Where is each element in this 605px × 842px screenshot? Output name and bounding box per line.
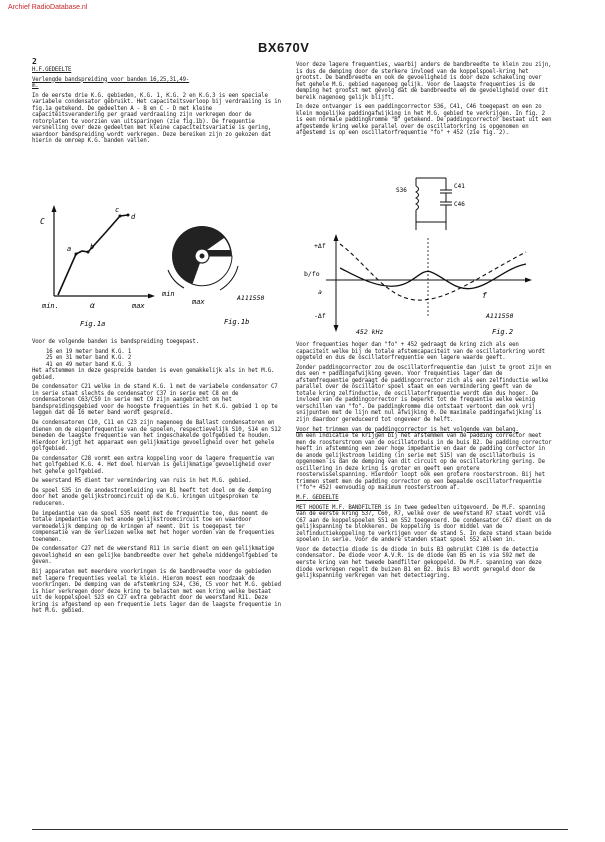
fig1b-label-max: max bbox=[192, 298, 205, 306]
fig2-circuit bbox=[416, 178, 452, 230]
paragraph: Voor frequenties hoger dan "fo" + 452 gedraagt de kring zich als een capaciteit welke bij de totale afstemcapaciteit van de oscillatorkring wordt opgeteld en dus de oscillatorfrequentie een lagere waarde geeft. bbox=[296, 342, 545, 362]
paragraph: De condensator C21 welke in de stand K.G. 1 met de variabele condensator C7 in serie staat slechts de condensator C37 in serie met C8 en de condensatoren C63/C59 in serie met C9 zijn aangebracht om het bandspreidingsgebied voor de hoogste frequenties in het K.G. gebied 1 op te leggen dat de 16 meter band wordt gespreid. bbox=[32, 384, 278, 417]
watermark: Archief RadioDatabase.nl bbox=[8, 4, 88, 11]
paragraph: De impedantie van de spoel S35 neemt met de frequentie toe, dus neemt de totale impedantie van het anode gelijkstroomcircuit toe en waardoor vermoedelijk demping op de kringen af neemt. Dit is toegepast ter compensatie van de verliezen welke met het hoger worden van de frequenties toenemen. bbox=[32, 510, 275, 543]
section-heading: H.F.GEDEELTE bbox=[32, 67, 72, 73]
fig1a-label-c2: c bbox=[115, 206, 120, 214]
paragraph: De weerstand R5 dient ter vermindering van ruis in het M.G. gebied. bbox=[32, 478, 252, 485]
paragraph-body: is in twee gedeelten uitgevoerd. De M.F. spanning van de eerste kring S37, C60, R7, welke over de weerstand R7 staat wordt via C67 aan de koppelspoelen S51 en S52 toegevoerd. De condensator C67 dient om de gelijkspanning te blokkeren. De koppeling is door middel van de zelfinductiekoppeling te verkrijgen voor de stand 5. In deze stand staan beide spoelen in serie. Voor de andere standen staat spoel S52 alleen in. bbox=[296, 504, 552, 544]
fig1a-label-max: max bbox=[132, 302, 145, 310]
paragraph: Om een indicatie te krijgen bij het afstemmen van de padding corrector meet men de roosterstroom van de oscillatorbuis in de buis B2. De padding corrector heeft in afstemming een zeer hoge impedantie en daar de padding corrector in de anode gelijkstroom leiding (in serie met S15) van de oscillatorbuis is opgenomen is dan de demping van dit circuit op de oscillatorkring gering. De oscillering in deze kring is groter en geeft een grotere roosterwisselspanning. Hierdoor loopt ook een grotere roosterstroom. Bij het trimmen stemt men de padding corrector op een bepaalde oscillatorfrequentie ("fo"+ 452) eenvoudig op maximum roosterstroom af. bbox=[296, 433, 552, 492]
paragraph: De spoel S35 in de anodestroomleiding van B1 heeft tot doel om de demping door het anode gelijkstroomcircuit op de K.G. kringen uitgesproken te reduceren. bbox=[32, 487, 272, 508]
fig1a-label-a: a bbox=[67, 245, 72, 253]
paragraph: De condensator C27 met de weerstand R11 in serie dient om een gelijkmatige gevoeligheid en een gelijke bandbreedte over het gehele middengolfgebied te geven. bbox=[32, 546, 278, 566]
left-column-top bbox=[32, 67, 282, 148]
fig2-label-delta-top: +Δf bbox=[314, 242, 326, 250]
paragraph: In de eerste drie K.G. gebieden, K.G. 1, K.G. 2 en K.G.3 is een speciale variabele condensator gebruikt. Het capaciteitsverloop bij verdraaiing is in fig.1a getekend. De gedeelten A - B en C - D met kleine capaciteitsverandering per graad verdraaiing zijn verkregen door de rotorplaten te voorzien van uitsparingen (zie fig.1b). De frequentie versnelling over deze gedeelten met kleine capaciteitsvariatie is gering, waardoor bandspreiding wordt verkregen. Deze bereiken zijn zo gekozen dat hierin de omroep K.G. banden vallen. bbox=[32, 92, 281, 145]
fig1a-label-c: C bbox=[40, 217, 45, 226]
model-title: BX670V bbox=[258, 40, 310, 55]
right-column-bottom bbox=[296, 342, 554, 583]
fig2-label-s36: S36 bbox=[396, 187, 407, 194]
paragraph: Voor de volgende banden is bandspreiding toegepast. bbox=[32, 339, 199, 345]
fig2-label-c41: C41 bbox=[454, 183, 465, 190]
figure-2 bbox=[296, 168, 554, 338]
page-number: 2 bbox=[32, 57, 37, 66]
paragraph: In deze ontvanger is een paddingcorrector S36, C41, C46 toegepast om een zo klein mogelijke paddingafwijking in het M.G. gebied te verkrijgen. In fig. 2 is een normale paddingkromme "B" getekend. De paddingcorrector bestaat uit een afgestemde kring welke parallel over de oscillatorkring is opgenomen en afgestemd is op een oscillatorfrequentie "fo" + 452 (zie fig. 2). bbox=[296, 104, 552, 137]
left-column-bottom bbox=[32, 339, 282, 618]
band-list bbox=[32, 349, 282, 369]
fig2-label-c46: C46 bbox=[454, 201, 465, 208]
fig1a-curve bbox=[58, 215, 128, 295]
fig1b-label-min: min bbox=[162, 290, 175, 298]
paragraph: Het afstemmen in deze gespreide banden is even gemakkelijk als in het M.G. gebied. bbox=[32, 368, 275, 381]
subheading-cont: m. bbox=[32, 83, 39, 90]
fig1b-code: A111550 bbox=[237, 294, 265, 302]
fig1a-label-d: d bbox=[131, 213, 136, 221]
fig2-caption: Fig.2 bbox=[492, 328, 514, 336]
fig1a-label-b: b bbox=[90, 243, 95, 251]
fig1a-y-arrow bbox=[52, 205, 57, 212]
list-item: 41 en 49 meter band K.G. 3 bbox=[46, 361, 132, 368]
fig2-label-f: f bbox=[482, 291, 487, 300]
bottom-rule bbox=[32, 829, 568, 830]
list-item: 16 en 19 meter band K.G. 1 bbox=[46, 348, 132, 355]
subheading: Verlengde bandspreiding voor banden 16,25,31,49- bbox=[32, 76, 190, 83]
paragraph-lead: MET HOOGTE M.F. BANDFILTER bbox=[296, 504, 382, 511]
right-column-top bbox=[296, 62, 554, 140]
fig1b-caption: Fig.1b bbox=[224, 318, 250, 326]
figure-1 bbox=[32, 196, 282, 331]
paragraph: Bij apparaten met meerdere voorkringen is de bandbreedte voor de gebieden met lagere frequenties veelal te klein. Hierom moest een noodzaak de voorkringen. De demping van de afstemkring S24, C36, C5 voor het M.G. gebied is hier verkregen door deze kring te belasten met een kring welke bestaat uit de koppelspoel S23 en C27 extra gebracht door de weerstand R11. Deze kring is afgestemd op een frequentie iets lager dan de laagste frequentie in het M.G. gebied. bbox=[32, 568, 281, 615]
section-heading: M.F. GEDEELTE bbox=[296, 495, 339, 502]
paragraph: Zonder paddingcorrector zou de oscillatorfrequentie dan juist te groot zijn en dus een + paddingafwijking geven. Voor frequenties lager dan de afstemfrequentie gedraagt de paddingcorrector zich als een zelfinductie welke parallel over de oscillator spoel staat en een vermindering geeft van de totale kring zelfinductie, de oscillatorfrequentie wordt dan dus hoger. De invloed van de paddingcorrector is beperkt tot de frequentie welke weinig verschillen van "fo". De paddingkromme die ontstaat vertoont dan ook vrij snijpunten met de lijn met nul afwijking 0. De maximale paddingafwijking is zijn daardoor gereduceerd tot ongeveer de helft. bbox=[296, 364, 552, 424]
list-item: 25 en 31 meter band K.G. 2 bbox=[46, 355, 132, 362]
fig1a-label-min: min. bbox=[42, 302, 59, 310]
fig2-label-delta-bot: -Δf bbox=[314, 312, 326, 320]
fig1a-caption: Fig.1a bbox=[80, 320, 106, 328]
fig2-code: A111550 bbox=[486, 312, 514, 320]
fig1b-rotor bbox=[168, 226, 238, 290]
fig1a-label-alpha: α bbox=[90, 301, 95, 310]
paragraph bbox=[296, 505, 554, 544]
paragraph: Voor de detectie diode is de diode in buis B3 gebruikt C100 is de detectie condensator. De diode voor A.V.R. is de diode van B5 en is via S92 met de eerste kring van het tweede bandfilter gekoppeld. De M.F. spanning van deze diode verkregen regelt de buizen B1 en B2. Buis B3 wordt geregeld door de gelijkspanning verkregen van het detectiegring. bbox=[296, 546, 542, 580]
fig2-curve-b bbox=[340, 244, 526, 300]
paragraph: De condensatoren C10, C11 en C23 zijn nagenoeg de Ballast condensatoren en dienen om de eigenfrequentie van de spoelen, respectievelijk S10, S14 en S12 beneden de laagste frequentie van het ingeschakelde golfgebied te houden. Hierdoor krijgt het apparaat een gelijkmatige gevoeligheid over het gehele golfgebied. bbox=[32, 420, 281, 453]
paragraph: Voor deze lagere frequenties, waarbij anders de bandbreedte te klein zou zijn, is dus de demping door de sterkere invloed van de koppelspoel-kring het grootst. De bandbreedte en ook de gevoeligheid is door deze schakeling over het gehele M.G. gebied nagenoeg gelijk. Voor de laagste frequenties is de demping het grootst met gevolg dat de bandbreedte en de gevoeligheid over dit bereik nagenoeg gelijk blijft. bbox=[296, 62, 552, 101]
fig1a-x-arrow bbox=[148, 294, 155, 299]
paragraph: De condensator C28 vormt een extra koppeling voor de lagere frequentie van het golfgebied K.G. 4. Het doel hiervan is gelijkmatige gevoeligheid over het gehele golfgebied. bbox=[32, 455, 275, 475]
fig2-label-a: a bbox=[318, 288, 322, 296]
subheading: Voor het trimmen van de paddingcorrector is het volgende van belang. bbox=[296, 426, 519, 433]
fig2-label-bfo: b/fo bbox=[304, 270, 320, 278]
fig2-label-khz: 452 kHz bbox=[356, 328, 384, 336]
